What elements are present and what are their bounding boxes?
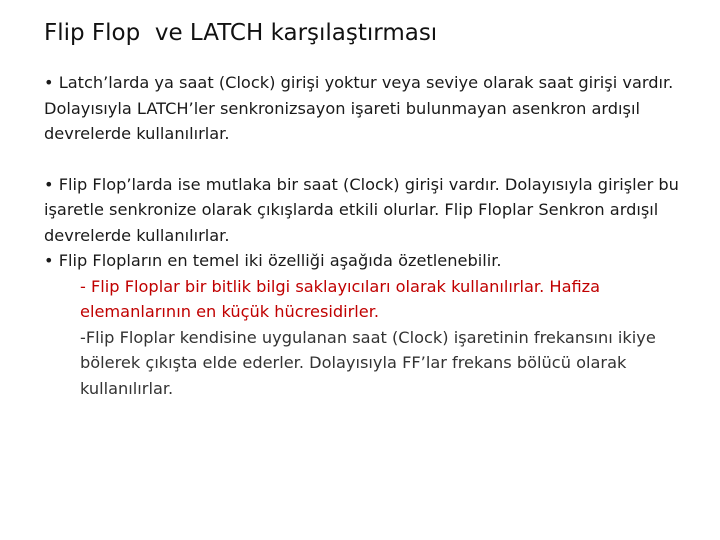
paragraph-gap [44, 147, 704, 172]
slide-body [44, 70, 704, 401]
bullet-features: • Flip Flopların en temel iki özelliği aşağıda özetlenebilir. [44, 251, 502, 270]
sub-item-storage: - Flip Floplar bir bitlik bilgi saklayıcıları olarak kullanılırlar. Hafiza elemanlarının en küçük hücresidirler. [80, 276, 601, 321]
bullet-flip-flop: • Flip Flop’larda ise mutlaka bir saat (Clock) girişi vardır. Dolayısıyla girişler bu işaretle senkronize olarak çıkışlarda etkili olurlar. Flip Floplar Senkron ardışıl devrelerde kullanılırlar. [44, 174, 679, 245]
sub-item-frequency-divider: -Flip Floplar kendisine uygulanan saat (Clock) işaretinin frekansını ikiye bölerek çıkışta elde ederler. Dolayısıyla FF’lar frekans bölücü olarak kullanılırlar. [80, 327, 656, 398]
bullet-latch: • Latch’larda ya saat (Clock) girişi yoktur veya seviye olarak saat girişi vardır. Dolayısıyla LATCH’ler senkronizsayon işareti bulunmayan asenkron ardışıl devrelerde kullanılırlar. [44, 73, 674, 143]
slide-title: Flip Flop ve LATCH karşılaştırması [44, 20, 438, 46]
